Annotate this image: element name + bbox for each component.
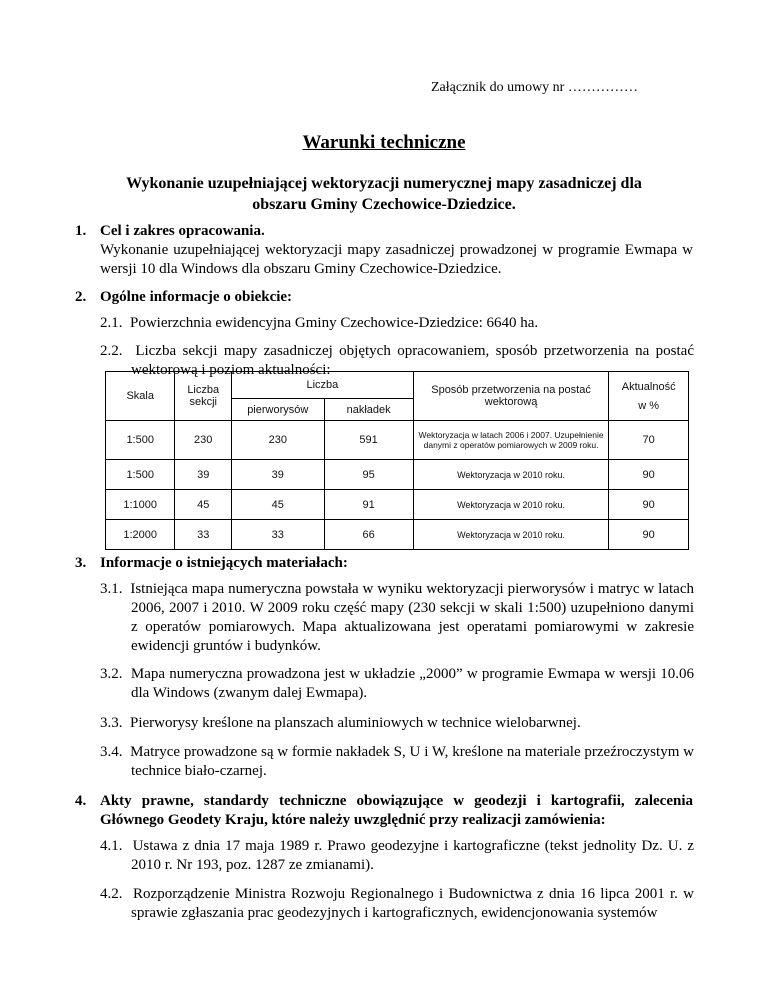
item-text: Mapa numeryczna prowadzona jest w układzie „2000” w programie Ewmapa w wersji 10.06 dla Windows (zwanym dalej Ewmapa). [130,666,695,701]
item-3-2 [100,665,694,703]
item-4-1 [100,837,694,875]
section-number: 1. [75,223,87,239]
cell-method: Wektoryzacja w 2010 roku. [413,520,609,550]
cell-overlays: 91 [324,490,413,520]
header-count-group: Liczba [232,372,414,399]
annex-reference: Załącznik do umowy nr …………… [431,80,638,95]
section-number: 4. [75,793,87,809]
header-scale: Skala [106,372,175,421]
section-3-heading-block [75,554,693,573]
cell-scale: 1:500 [106,421,175,460]
header-sections-count: Liczba sekcji [175,372,232,421]
item-text: Pierworysy kreślone na planszach aluminiowych w technice wielobarwnej. [130,715,581,731]
section-1 [75,222,693,279]
cell-originals: 45 [232,490,324,520]
cell-method: Wektoryzacja w latach 2006 i 2007. Uzupełnienie danymi z operatów pomiarowych w 2009 roku. [413,421,609,460]
document-title: Warunki techniczne [302,132,466,153]
cell-overlays: 591 [324,421,413,460]
header-originals: pierworysów [232,399,324,421]
item-number: 2.1. [100,315,123,331]
section-title: Ogólne informacje o obiekcie: [100,289,293,305]
table-row [106,421,689,460]
cell-actuality: 90 [609,490,689,520]
cell-sections: 230 [175,421,232,460]
section-title: Cel i zakres opracowania. [100,223,265,239]
document-subtitle: Wykonanie uzupełniającej wektoryzacji numerycznej mapy zasadniczej dla obszaru Gminy Czechowice-Dziedzice. [126,175,642,213]
item-3-1 [100,580,694,656]
item-4-2 [100,885,694,923]
item-text: Liczba sekcji mapy zasadniczej objętych opracowaniem, sposób przetworzenia na postać wektorową i poziom aktualności: [131,343,694,378]
cell-sections: 45 [175,490,232,520]
header-overlays: nakładek [324,399,413,421]
section-title: Akty prawne, standardy techniczne obowiązujące w geodezji i kartografii, zalecenia Głównego Geodety Kraju, które należy uwzględnić przy realizacji zamówienia: [100,793,693,828]
item-number: 3.4. [100,744,123,760]
cell-actuality: 90 [609,460,689,490]
item-number: 2.2. [100,343,123,359]
item-3-3 [100,714,694,733]
section-3-heading [75,554,693,573]
cell-sections: 39 [175,460,232,490]
item-number: 4.2. [100,886,123,902]
cell-originals: 33 [232,520,324,550]
section-4-heading-block [75,792,693,830]
header-method: Sposób przetworzenia na postać wektorową [413,372,609,421]
section-title: Informacje o istniejących materiałach: [100,555,348,571]
section-1-body: Wykonanie uzupełniającej wektoryzacji mapy zasadniczej prowadzonej w programie Ewmapa w wersji 10 dla Windows dla obszaru Gminy Czechowice-Dziedzice. [100,242,693,277]
actuality-unit: w % [638,399,660,412]
table-row [106,490,689,520]
cell-method: Wektoryzacja w 2010 roku. [413,460,609,490]
table-row [106,520,689,550]
item-number: 3.2. [100,666,123,682]
section-1-heading [75,222,693,241]
cell-overlays: 66 [324,520,413,550]
cell-method: Wektoryzacja w 2010 roku. [413,490,609,520]
section-number: 3. [75,555,87,571]
section-4-heading [75,792,693,830]
cell-actuality: 90 [609,520,689,550]
item-number: 3.3. [100,715,123,731]
cell-originals: 230 [232,421,324,460]
item-2-1 [100,314,694,333]
item-text: Matryce prowadzone są w formie nakładek S, U i W, kreślone na materiale przeźroczystym w technice biało-czarnej. [130,744,694,779]
cell-overlays: 95 [324,460,413,490]
table-row [106,460,689,490]
item-text: Ustawa z dnia 17 maja 1989 r. Prawo geodezyjne i kartograficzne (tekst jednolity Dz. U. z 2010 r. Nr 193, poz. 1287 ze zmianami). [131,838,695,873]
cell-sections: 33 [175,520,232,550]
item-text: Istniejąca mapa numeryczna powstała w wyniku wektoryzacji pierworysów i matryc w latach 2006, 2007 i 2010. W 2009 roku część mapy (230 sekcji w skali 1:500) uzupełniono danymi z operatów pomiarowych. Mapa aktualizowana jest operatami pomiarowymi w zakresie ewidencji gruntów i budynków. [130,581,694,654]
cell-scale: 1:1000 [106,490,175,520]
section-2-heading-block [75,288,693,307]
section-2-heading [75,288,693,307]
actuality-label: Aktualność [621,380,676,393]
cell-originals: 39 [232,460,324,490]
item-text: Powierzchnia ewidencyjna Gminy Czechowice-Dziedzice: 6640 ha. [130,315,539,331]
header-actuality [609,372,689,421]
section-number: 2. [75,289,87,305]
item-text: Rozporządzenie Ministra Rozwoju Regionalnego i Budownictwa z dnia 16 lipca 2001 r. w sprawie zgłaszania prac geodezyjnych i kartograficznych, ewidencjonowania systemów [131,886,694,921]
cell-scale: 1:500 [106,460,175,490]
item-number: 3.1. [100,581,123,597]
item-number: 4.1. [100,838,123,854]
cell-actuality: 70 [609,421,689,460]
sections-table [105,371,689,550]
item-3-4 [100,743,694,781]
cell-scale: 1:2000 [106,520,175,550]
